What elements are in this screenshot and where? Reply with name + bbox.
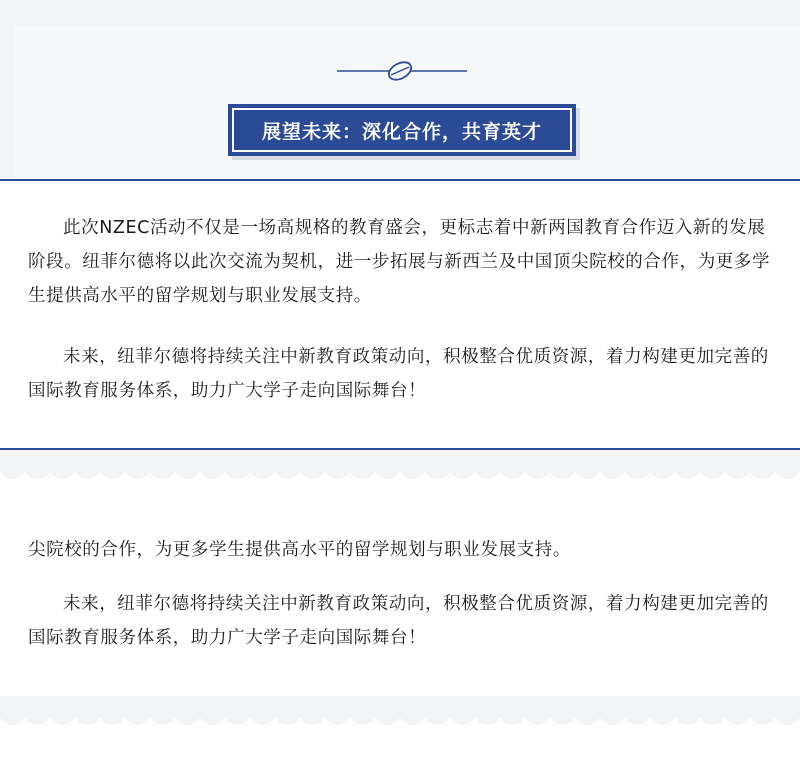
block1-paragraph-2: 未来，纽菲尔德将持续关注中新教育政策动向，积极整合优质资源，着力构建更加完善的国际教育服务体系，助力广大学子走向国际舞台！: [28, 347, 769, 401]
block1-paragraph-1: 此次NZEC活动不仅是一场高规格的教育盛会，更标志着中新两国教育合作迈入新的发展阶段。纽菲尔德将以此次交流为契机，进一步拓展与新西兰及中国顶尖院校的合作，为更多学生提供高水平的留学规划与职业发展支持。: [28, 218, 771, 306]
section-title-box: [228, 104, 576, 156]
ornament-ellipse-icon: [337, 58, 467, 84]
scallop-border-bottom-icon: [0, 712, 800, 732]
divider-line-top: [0, 179, 800, 181]
section-title: 展望未来：深化合作，共育英才: [261, 120, 542, 143]
block2-paragraph-2: 未来，纽菲尔德将持续关注中新教育政策动向，积极整合优质资源，着力构建更加完善的国际教育服务体系，助力广大学子走向国际舞台！: [28, 594, 769, 648]
block2-paragraph-1: 尖院校的合作，为更多学生提供高水平的留学规划与职业发展支持。: [28, 540, 571, 560]
scallop-border-icon: [0, 466, 800, 486]
